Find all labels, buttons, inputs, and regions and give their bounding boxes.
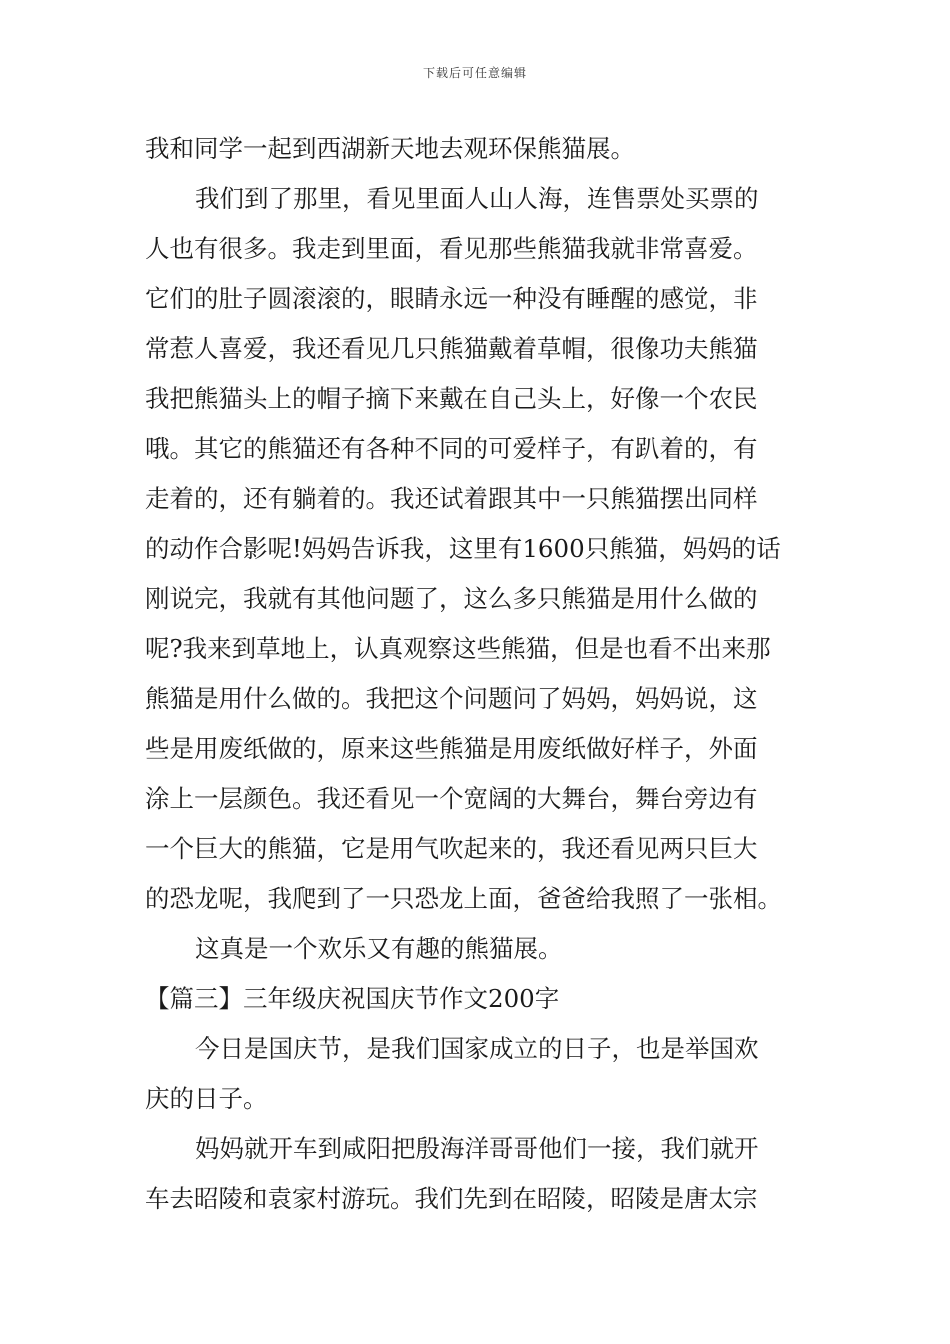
text-line: 人也有很多。我走到里面，看见那些熊猫我就非常喜爱。 [145, 234, 758, 263]
text-line: 哦。其它的熊猫还有各种不同的可爱样子，有趴着的，有 [145, 434, 758, 463]
text-line: 它们的肚子圆滚滚的，眼睛永远一种没有睡醒的感觉，非 [145, 284, 758, 313]
document-body [145, 124, 810, 1224]
text-line: 车去昭陵和袁家村游玩。我们先到在昭陵，昭陵是唐太宗 [145, 1184, 758, 1213]
text-line: 涂上一层颜色。我还看见一个宽阔的大舞台，舞台旁边有 [145, 784, 758, 813]
text-line: 今日是国庆节，是我们国家成立的日子，也是举国欢 [195, 1034, 759, 1063]
text-line: 熊猫是用什么做的。我把这个问题问了妈妈，妈妈说，这 [145, 684, 758, 713]
text-line: 的动作合影呢!妈妈告诉我，这里有1600只熊猫，妈妈的话 [145, 534, 781, 563]
text-line: 刚说完，我就有其他问题了，这么多只熊猫是用什么做的 [145, 584, 758, 613]
text-line: 妈妈就开车到咸阳把殷海洋哥哥他们一接，我们就开 [195, 1134, 759, 1163]
text-line: 我把熊猫头上的帽子摘下来戴在自己头上，好像一个农民 [145, 384, 758, 413]
text-line: 走着的，还有躺着的。我还试着跟其中一只熊猫摆出同样 [145, 484, 758, 513]
text-line: 的恐龙呢，我爬到了一只恐龙上面，爸爸给我照了一张相。 [145, 884, 782, 913]
text-line: 这真是一个欢乐又有趣的熊猫展。 [195, 934, 563, 963]
text-line: 常惹人喜爱，我还看见几只熊猫戴着草帽，很像功夫熊猫 [145, 334, 758, 363]
text-line: 一个巨大的熊猫，它是用气吹起来的，我还看见两只巨大 [145, 834, 758, 863]
section-heading: 【篇三】三年级庆祝国庆节作文200字 [145, 984, 560, 1013]
text-line: 呢?我来到草地上，认真观察这些熊猫，但是也看不出来那 [145, 634, 771, 663]
text-line: 我们到了那里，看见里面人山人海，连售票处买票的 [195, 184, 759, 213]
page-header: 下载后可任意编辑 [422, 66, 527, 80]
text-line: 我和同学一起到西湖新天地去观环保熊猫展。 [145, 134, 635, 163]
text-line: 庆的日子。 [145, 1084, 268, 1113]
text-line: 些是用废纸做的，原来这些熊猫是用废纸做好样子，外面 [145, 734, 758, 763]
